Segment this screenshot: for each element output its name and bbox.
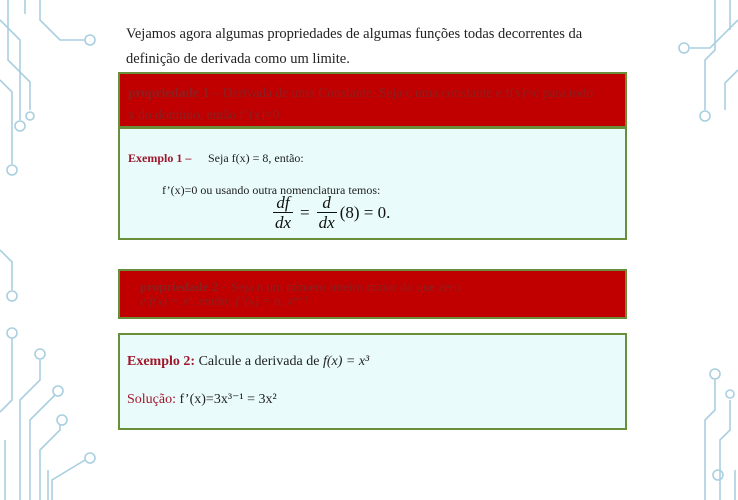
fraction-2-denominator: dx (318, 213, 335, 232)
property-1-box (118, 72, 627, 128)
property-2-box (118, 269, 627, 319)
solution-label: Solução: (127, 392, 176, 407)
fraction-1-denominator: dx (275, 213, 292, 232)
example-2-box (118, 333, 627, 430)
intro-paragraph (126, 22, 596, 72)
equation-argument: (8) = 0. (339, 202, 391, 222)
property-1-line-1 (128, 82, 617, 104)
example-2-text: Calcule a derivada de (195, 354, 323, 369)
intro-line-2: definição de derivada como um limite. (126, 51, 350, 67)
property-2-text-1: – Seja n um número inteiro maior do que zero (218, 279, 461, 294)
fraction-d-dx (317, 193, 337, 232)
example-2-label: Exemplo 2: (127, 354, 196, 369)
solution-line (127, 391, 277, 408)
property-1-text-1: – Derivada de uma Constante. Seja c uma constante e f(x)=c para todo (209, 85, 594, 100)
fraction-1-numerator: df (276, 193, 290, 212)
property-2-title: propriedade 2 (140, 279, 219, 294)
equals-sign: = (300, 202, 310, 222)
example-2-function: f(x) = x³ (322, 354, 370, 369)
property-2-line-1 (140, 280, 617, 294)
example-2-line (127, 354, 369, 370)
derivative-equation (270, 193, 390, 232)
example-1-label: Exemplo 1 – (128, 151, 192, 165)
property-1-title: propriedade 1 (128, 85, 210, 100)
property-2-text-2: e f(x) = xⁿ, então: f’(x) = n. xⁿ⁻¹ (140, 293, 308, 308)
example-1-text: Seja f(x) = 8, então: (208, 151, 304, 165)
example-1-nomenclature: f’(x)=0 ou usando outra nomenclatura temos: (162, 183, 381, 197)
fraction-df-dx (273, 193, 293, 232)
example-1-box (118, 127, 627, 240)
intro-line-1: Vejamos agora algumas propriedades de algumas funções todas decorrentes da (126, 26, 583, 42)
property-1-text-2: x do domínio, então f’(x)=0 (128, 107, 280, 122)
solution-text: f’(x)=3x³⁻¹ = 3x² (176, 392, 277, 407)
fraction-2-numerator: d (322, 193, 331, 212)
